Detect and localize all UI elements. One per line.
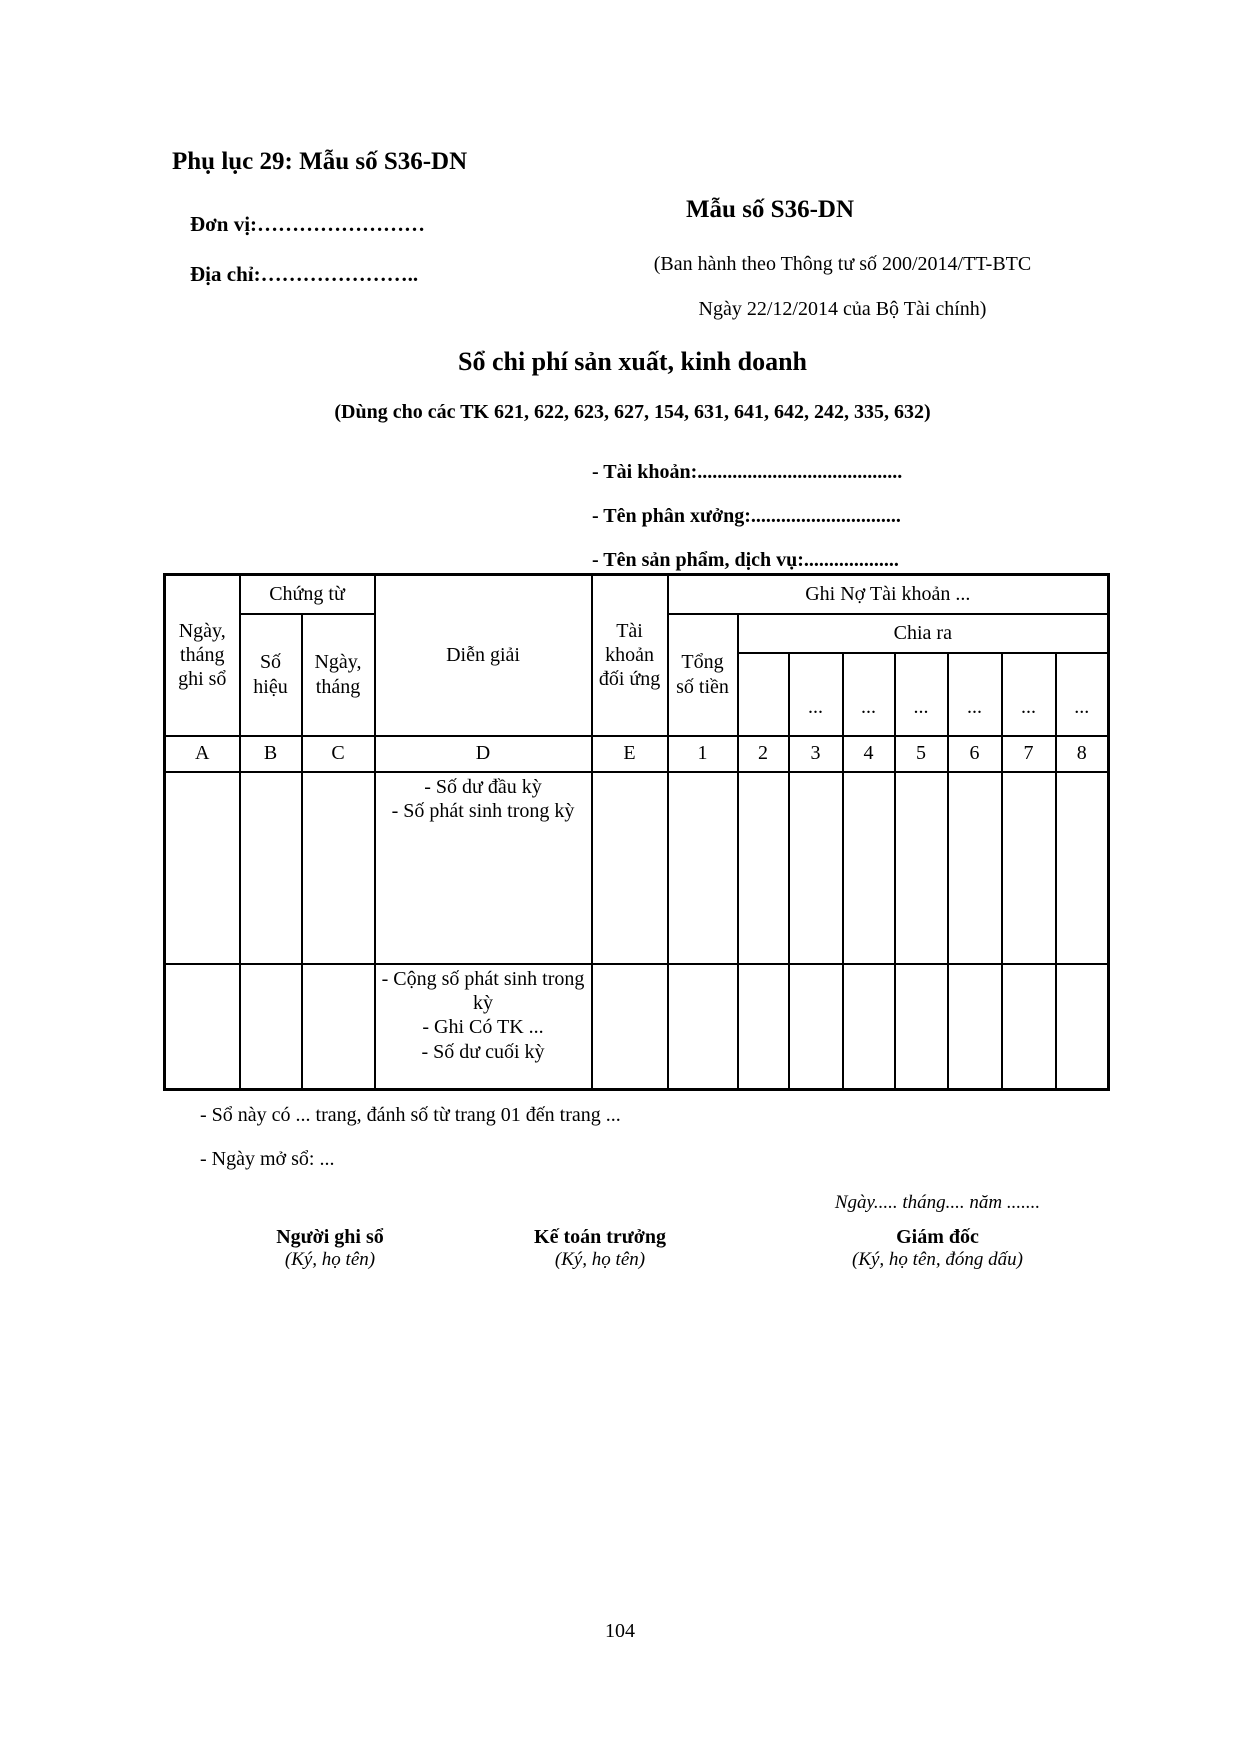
ledger-table [163,573,1110,1091]
header-total-amount: Tổng số tiền [668,614,738,736]
open-date-note: - Ngày mở sổ: ... [200,1148,335,1170]
header-debit-group: Ghi Nợ Tài khoản ... [668,575,1109,614]
empty-cell [895,964,948,1090]
table-row [165,772,1109,964]
header-offset-account: Tài khoản đối ứng [592,575,668,736]
empty-cell [302,964,375,1090]
address-field: Địa chỉ:………………….. [190,262,419,286]
empty-cell [948,772,1002,964]
account-line: - Tài khoản:......................................... [592,461,903,483]
signature-note: (Ký, họ tên) [284,1249,376,1270]
empty-cell [1002,964,1056,1090]
form-code: Mẫu số S36-DN [685,196,855,223]
split-col-6: ... [1002,653,1056,736]
empty-cell [302,772,375,964]
header-split: Chia ra [738,614,1109,653]
empty-cell [895,772,948,964]
column-key-3: 3 [789,736,843,772]
empty-cell [240,964,302,1090]
split-col-1 [738,653,789,736]
row-line: - Ghi Có TK ... [422,1016,544,1039]
row-line: - Số phát sinh trong kỳ [391,799,575,822]
signature-title: Người ghi sổ [276,1226,384,1248]
page-number: 104 [605,1620,635,1642]
split-col-7: ... [1056,653,1109,736]
signature-recorder [190,1226,470,1271]
column-key-6: 6 [948,736,1002,772]
column-key-1: 1 [668,736,738,772]
split-col-4: ... [895,653,948,736]
column-key-8: 8 [1056,736,1109,772]
empty-cell [165,964,240,1090]
table-row [165,964,1109,1090]
empty-cell [668,772,738,964]
split-col-3: ... [843,653,895,736]
empty-cell [738,772,789,964]
header-description: Diễn giải [375,575,592,736]
row-line: - Số dư cuối kỳ [421,1040,545,1063]
empty-cell [1002,772,1056,964]
empty-cell [592,772,668,964]
column-key-e: E [592,736,668,772]
description-cell [375,772,592,964]
column-key-4: 4 [843,736,895,772]
empty-cell [948,964,1002,1090]
column-key-row [165,736,1109,772]
empty-cell [1056,772,1109,964]
header-row-1 [165,575,1109,614]
empty-cell [592,964,668,1090]
column-key-7: 7 [1002,736,1056,772]
row-line: - Cộng số phát sinh trong kỳ [381,967,585,1014]
workshop-line: - Tên phân xưởng:.............................. [592,505,901,527]
column-key-5: 5 [895,736,948,772]
header-voucher-date: Ngày, tháng [302,614,375,736]
signature-title: Kế toán trưởng [534,1226,666,1248]
signature-date-line: Ngày..... tháng.... năm ....... [834,1192,1041,1213]
empty-cell [240,772,302,964]
document-title: Sổ chi phí sản xuất, kinh doanh [457,347,807,376]
signature-chief-accountant [460,1226,740,1271]
empty-cell [668,964,738,1090]
column-key-d: D [375,736,592,772]
issued-date-line: Ngày 22/12/2014 của Bộ Tài chính) [698,298,987,320]
signature-title: Giám đốc [896,1226,979,1248]
signature-director [740,1226,1135,1271]
header-date-recorded: Ngày, tháng ghi sổ [165,575,240,736]
column-key-2: 2 [738,736,789,772]
product-line: - Tên sản phẩm, dịch vụ:................... [592,549,899,571]
empty-cell [789,964,843,1090]
row-line: - Số dư đầu kỳ [424,775,542,798]
ledger-table-wrap [163,573,1110,1091]
split-col-2: ... [789,653,843,736]
signature-note: (Ký, họ tên) [554,1249,646,1270]
header-voucher-no: Số hiệu [240,614,302,736]
document-subtitle: (Dùng cho các TK 621, 622, 623, 627, 154, 631, 641, 642, 242, 335, 632) [334,401,931,423]
empty-cell [1056,964,1109,1090]
column-key-a: A [165,736,240,772]
unit-field: Đơn vị:…………………… [190,212,426,236]
empty-cell [738,964,789,1090]
appendix-title: Phụ lục 29: Mẫu số S36-DN [172,148,468,175]
pages-note: - Sổ này có ... trang, đánh số từ trang 01 đến trang ... [200,1104,621,1126]
description-cell [375,964,592,1090]
column-key-b: B [240,736,302,772]
header-voucher: Chứng từ [240,575,375,614]
empty-cell [843,772,895,964]
fill-in-lines [592,450,902,582]
column-key-c: C [302,736,375,772]
empty-cell [843,964,895,1090]
issued-circular-line: (Ban hành theo Thông tư số 200/2014/TT-BTC [653,253,1032,275]
split-col-5: ... [948,653,1002,736]
signature-note: (Ký, họ tên, đóng dấu) [852,1249,1023,1270]
empty-cell [165,772,240,964]
empty-cell [789,772,843,964]
